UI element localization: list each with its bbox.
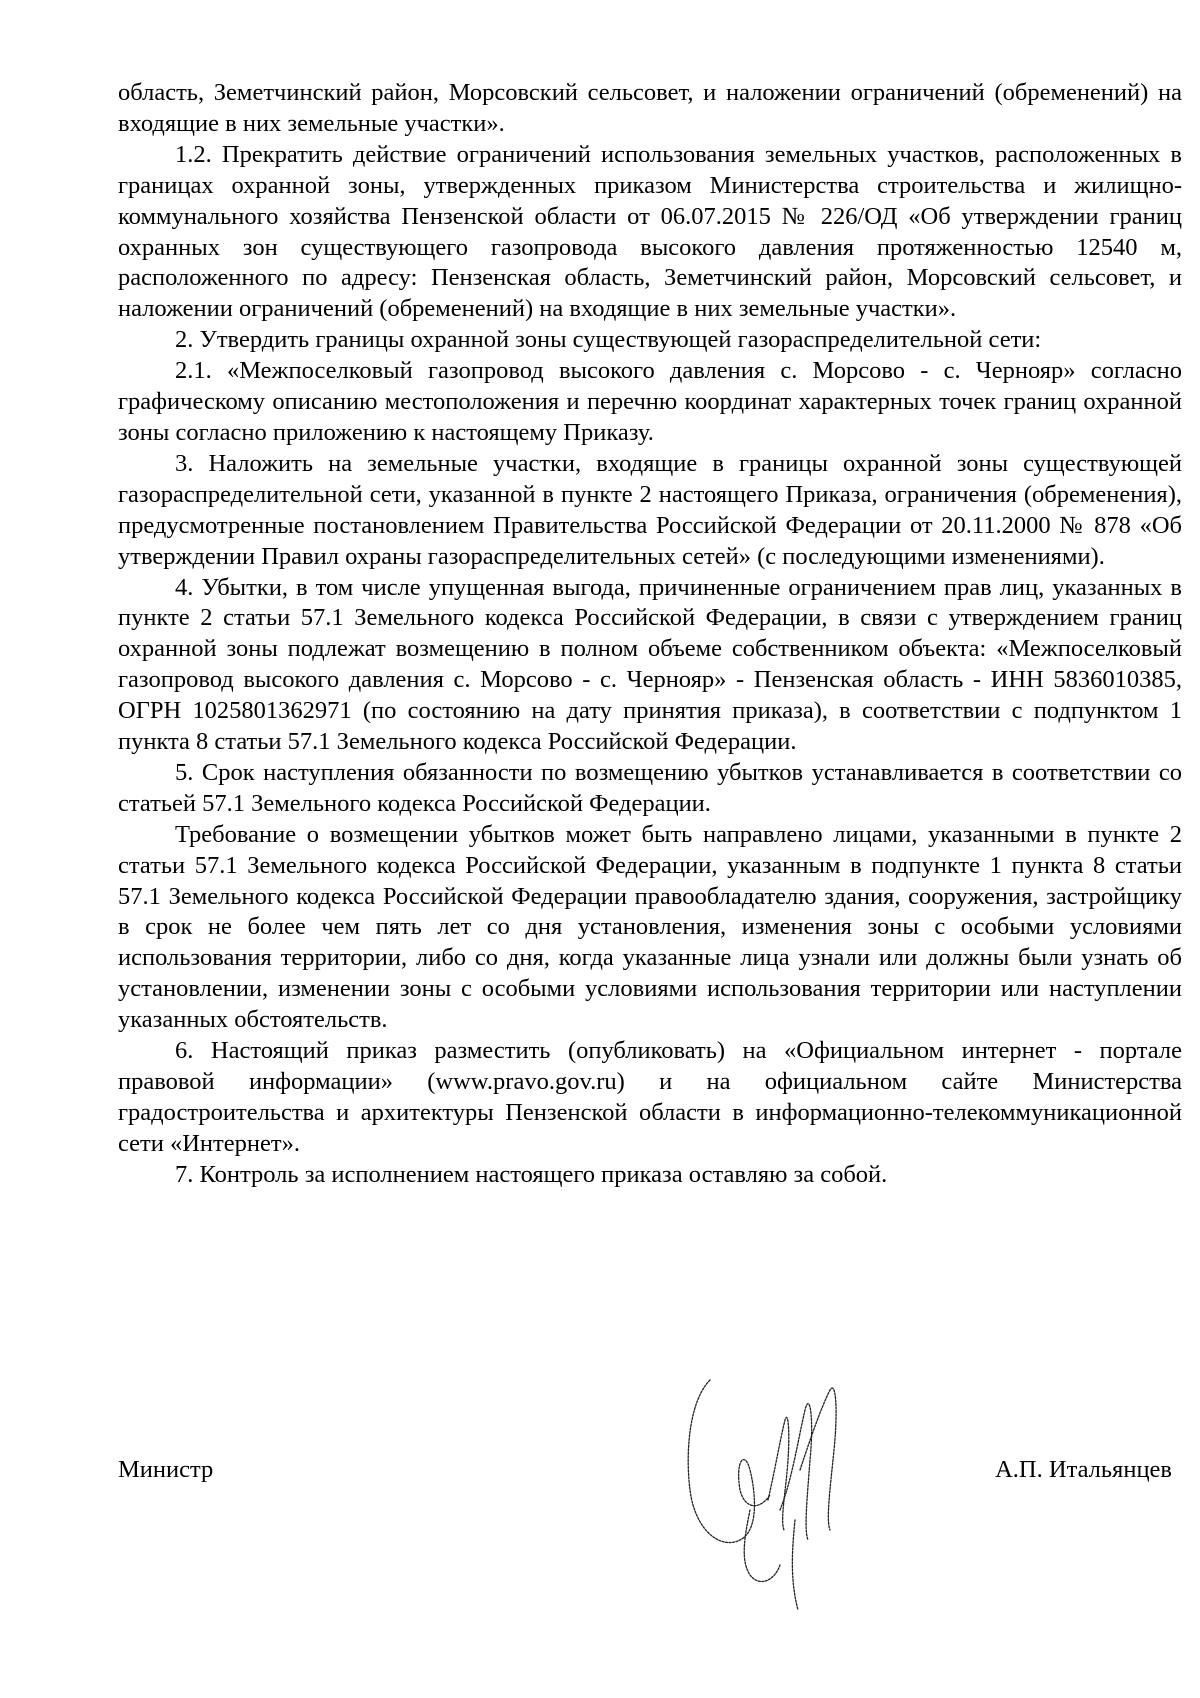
paragraph-2: 2. Утвердить границы охранной зоны существующей газораспределительной сети: <box>175 326 1042 354</box>
paragraph-6: 6. Настоящий приказ разместить (опубликовать) на «Официальном интернет - портале правовой информации» (www.pravo.gov.ru) и на официальном сайте Министерства градостроительства и архитектуры Пензенской области в информационно-телекоммуникационной сети «Интернет». <box>118 1037 1182 1157</box>
signatory-name: А.П. Итальянцев <box>995 1456 1172 1483</box>
paragraph-1-1-continuation: область, Земетчинский район, Морсовский сельсовет, и наложении ограничений (обременений) на входящие в них земельные участки». <box>118 79 1182 137</box>
signatory-position: Министр <box>118 1456 214 1483</box>
paragraph-3: 3. Наложить на земельные участки, входящие в границы охранной зоны существующей газораспределительной сети, указанной в пункте 2 настоящего Приказа, ограничения (обременения), предусмотренные постановлением Правительства Российской Федерации от 20.11.2000 № 878 «Об утверждении Правил охраны газораспределительных сетей» (с последующими изменениями). <box>118 449 1182 570</box>
signature-block <box>118 1455 1182 1495</box>
paragraph-2-1: 2.1. «Межпоселковый газопровод высокого давления с. Морсово - с. Чернояр» согласно графическому описанию местоположения и перечню координат характерных точек границ охранной зоны согласно приложению к настоящему Приказу. <box>118 357 1182 446</box>
paragraph-4: 4. Убытки, в том числе упущенная выгода, причиненные ограничением прав лиц, указанных в пункте 2 статьи 57.1 Земельного кодекса Российской Федерации, в связи с утверждением границ охранной зоны подлежат возмещению в полном объеме собственником объекта: «Межпоселковый газопровод высокого давления с. Морсово - с. Чернояр» - Пензенская область - ИНН 5836010385, ОГРН 1025801362971 (по состоянию на дату принятия приказа), в соответствии с подпунктом 1 пункта 8 статьи 57.1 Земельного кодекса Российской Федерации. <box>118 573 1182 756</box>
paragraph-5: 5. Срок наступления обязанности по возмещению убытков устанавливается в соответствии со статьей 57.1 Земельного кодекса Российской Федерации. <box>118 758 1182 817</box>
paragraph-5-damages-claim: Требование о возмещении убытков может быть направлено лицами, указанными в пункте 2 статьи 57.1 Земельного кодекса Российской Федерации, указанным в подпункте 1 пункта 8 статьи 57.1 Земельного кодекса Российской Федерации правообладателю здания, сооружения, застройщику в срок не более чем пять лет со дня установления, изменения зоны с особыми условиями использования территории, либо со дня, когда указанные лица узнали или должны были узнать об установлении, изменении зоны с особыми условиями использования территории или наступлении указанных обстоятельств. <box>118 820 1182 1034</box>
document-body <box>118 78 1182 1191</box>
paragraph-7: 7. Контроль за исполнением настоящего приказа оставляю за собой. <box>175 1160 888 1188</box>
paragraph-1-2: 1.2. Прекратить действие ограничений использования земельных участков, расположенных в границах охранной зоны, утвержденных приказом Министерства строительства и жилищно-коммунального хозяйства Пензенской области от 06.07.2015 № 226/ОД «Об утверждении границ охранных зон существующего газопровода высокого давления протяженностью 12540 м, расположенного по адресу: Пензенская область, Земетчинский район, Морсовский сельсовет, и наложении ограничений (обременений) на входящие в них земельные участки». <box>118 140 1182 323</box>
